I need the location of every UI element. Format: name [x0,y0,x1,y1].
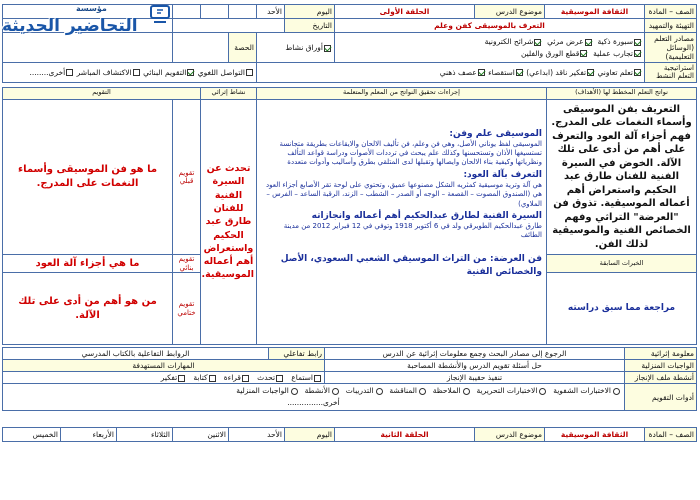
tool-item[interactable]: الاختبارات الشفوية [553,386,622,395]
second-subject: الثقافة الموسيقية [545,428,645,442]
skills-label: المهارات المستهدفة [3,360,325,372]
link-value[interactable]: الروابط التفاعلية بالكتاب المدرسي [3,348,269,360]
second-header-table [2,427,697,442]
day-1: الأحد [257,5,285,19]
procedure-title: الموسيقى علم وفن: [449,128,542,139]
resource-item[interactable]: سبورة ذكية [597,37,642,46]
skills-list [3,372,325,384]
strategies-list [257,63,645,83]
link-label: رابط تفاعلي [269,348,325,360]
activity-text: تحدث عن السيرة الفنية للفنان طارق عبد الحكيم واستعراض أهم أعماله الموسيقية. [201,163,254,281]
strategy-item[interactable]: التقويم البنائي [143,68,195,77]
procedures-cell [257,99,547,344]
strategy-item[interactable]: تفكير ناقد (ابداعي) [526,68,595,77]
eval-q-3: من هو أهم من أدى على تلك الآلة. [3,273,173,345]
bottom-table [2,347,697,411]
date-value [173,19,285,33]
grade-label: الصف – المادة [645,5,697,19]
logo-main-text: التحاضير الحديثة [2,16,138,36]
resources-label: مصادر التعلم (الوسائل التعليمية) [645,33,697,63]
portfolio-value: تنفيذ حقيبة الإنجاز [325,372,625,384]
skill-item[interactable]: استماع [291,373,322,382]
topic-label: موضوع الدرس [475,5,545,19]
outcomes-text: التعريف بفن الموسيقى وأسماء النغمات على المدرج. فهم أجزاء آلة العود والتعرف على أهم من أدى على تلك الآلة. الخوض في السيرة الفنية للفنان طارق عبد الحكيم واستعراض أهم أعماله الموسيقية. تذوق فن "العرضة" التراثي وفهم الخصائص الفنية والموسيقية لذلك الفن. [551,103,692,250]
strategies-label: استراتيجية التعلم النشط [645,63,697,83]
strategy-item[interactable]: عصف ذهني [440,68,486,77]
col-activity: نشاط إثرائي [201,87,257,99]
homework-value: حل أسئلة تقويم الدرس والأنشطة المصاحبة [325,360,625,372]
col-outcomes: نواتج التعلم المخطط لها (الأهداف) [547,87,697,99]
tools-other: أخرى............... [287,398,340,408]
second-day-label: اليوم [285,428,335,442]
tool-item[interactable]: الاختبارات التحريرية [477,386,549,395]
eval-type-2: تقويم بنائي [173,255,201,273]
day-label: اليوم [285,5,335,19]
session-label: الحلقة الأولى [335,5,475,19]
skill-item[interactable]: تحدث [257,373,284,382]
col-evaluation: التقويم [3,87,201,99]
procedure-title: التعرف بآلة العود: [463,169,542,180]
site-logo [2,2,174,42]
logo-icon [148,4,172,24]
tool-item[interactable]: الملاحظة [433,386,472,395]
procedure-body: الموسيقى لفظ يوناني الأصل، وهي فن وعلم، فن تأليف الالحان والايقاعات بطريقة متجانسة تستسيغها الأذان وتستحسنها وكذلك علم يبحث في ترددات الأصوات ودراسة قواعد التألف ونظرياتها وكيفية بناء الالحان وايصالها وتقبلها لدى المتلقي بطرق وأساليب وأدوات متعددة [279,139,542,167]
second-topic-label: موضوع الدرس [475,428,545,442]
strategy-item[interactable]: التواصل اللغوي [198,68,254,77]
procedure-body: طارق عبدالحكيم الطويرقي ولد في 6 أكتوبر 1918 وتوفي في 12 فبراير 2012 من مدينة الطائف [283,221,542,240]
col-procedures: إجراءات تحقيق النواتج من المعلم والمتعلمة [257,87,547,99]
date-label: التاريخ [285,19,335,33]
resource-extra [257,33,335,63]
resource-item[interactable]: عرض مرئي [547,37,593,46]
tool-item[interactable]: المناقشة [389,386,428,395]
procedure-title: فن العرضة: من التراث الموسيقي الشعبي السعودي، الأصل والخصائص الفنية [280,253,542,278]
activity-cell [201,99,257,344]
tools-list [3,384,625,411]
class-value [173,33,229,63]
second-day: الخميس [3,428,61,442]
day-2 [229,5,257,19]
strategies-list-2 [3,63,257,83]
homework-label: الواجبات المنزلية [625,360,697,372]
strategy-item[interactable]: الاكتشاف المباشر [77,68,141,77]
body-table [2,87,697,345]
eval-q-2: ما هي أجزاء آلة العود [3,255,173,273]
resource-item[interactable]: شرائح الكترونية [485,37,543,46]
procedure-body: هي آلة وترية موسيقية كمثريه الشكل مصنوعها عميق، وتحتوي على لوحة تقر الأصابع أجزاء العود هي (الصندوق المصوت – القصعة – الوجه أو الصدر – الشطب – الزند، الرقبة الساعد – الفرس – الملاوي) [265,180,542,208]
tool-item[interactable]: الواجبات المنزلية [236,386,300,395]
day-4 [173,5,201,19]
tool-item[interactable]: الأنشطة [305,386,341,395]
intro-value: التعرف بالموسيقى كفن وعلم [335,19,645,33]
intro-label: التهيئة والتمهيد [645,19,697,33]
second-grade-label: الصف – المادة [645,428,697,442]
prior-label: الخبرات السابقة [547,255,697,273]
subject-value: الثقافة الموسيقية [545,5,645,19]
logo-small-text: مؤسسة [76,4,107,13]
second-session: الحلقة الثانية [335,428,475,442]
day-3 [201,5,229,19]
skill-item[interactable]: كتابة [193,373,216,382]
resource-item[interactable]: أوراق نشاط [285,43,332,52]
second-day: الأحد [229,428,285,442]
eval-type-3: تقويم ختامي [173,273,201,345]
tools-label: أدوات التقويم [625,384,697,411]
resources-list [335,33,645,63]
strategy-item[interactable]: تعلم تعاوني [597,68,642,77]
resource-item[interactable]: قطع الورق والفلين [521,49,588,58]
eval-q-1: ما هو فن الموسيقى وأسماء النغمات على المدرج. [3,99,173,255]
lesson-plan [3,4,697,496]
skill-item[interactable]: قراءة [224,373,250,382]
second-day: الثلاثاء [117,428,173,442]
procedure-title: السيرة الفنية لطارق عبدالحكيم أهم أعماله وانجازاته [311,211,542,221]
portfolio-label: أنشطة ملف الإنجاز [625,372,697,384]
enrich-value: الرجوع إلى مصادر البحث وجمع معلومات إثرائية عن الدرس [325,348,625,360]
resource-item[interactable]: تجارب عملية [593,49,642,58]
eval-type-1: تقويم قبلي [173,99,201,255]
outcomes-cell [547,99,697,255]
tool-item[interactable]: التدريبات [346,386,385,395]
class-label: الحصة [229,33,257,63]
second-day: الأربعاء [61,428,117,442]
second-day: الاثنين [173,428,229,442]
strategy-item[interactable]: استقصاء [488,68,524,77]
skill-item[interactable]: تفكير [161,373,186,382]
enrich-label: معلومة إثرائية [625,348,697,360]
prior-value: مراجعة مما سبق دراسته [547,273,697,345]
strategy-item[interactable]: أخرى........ [29,68,74,77]
